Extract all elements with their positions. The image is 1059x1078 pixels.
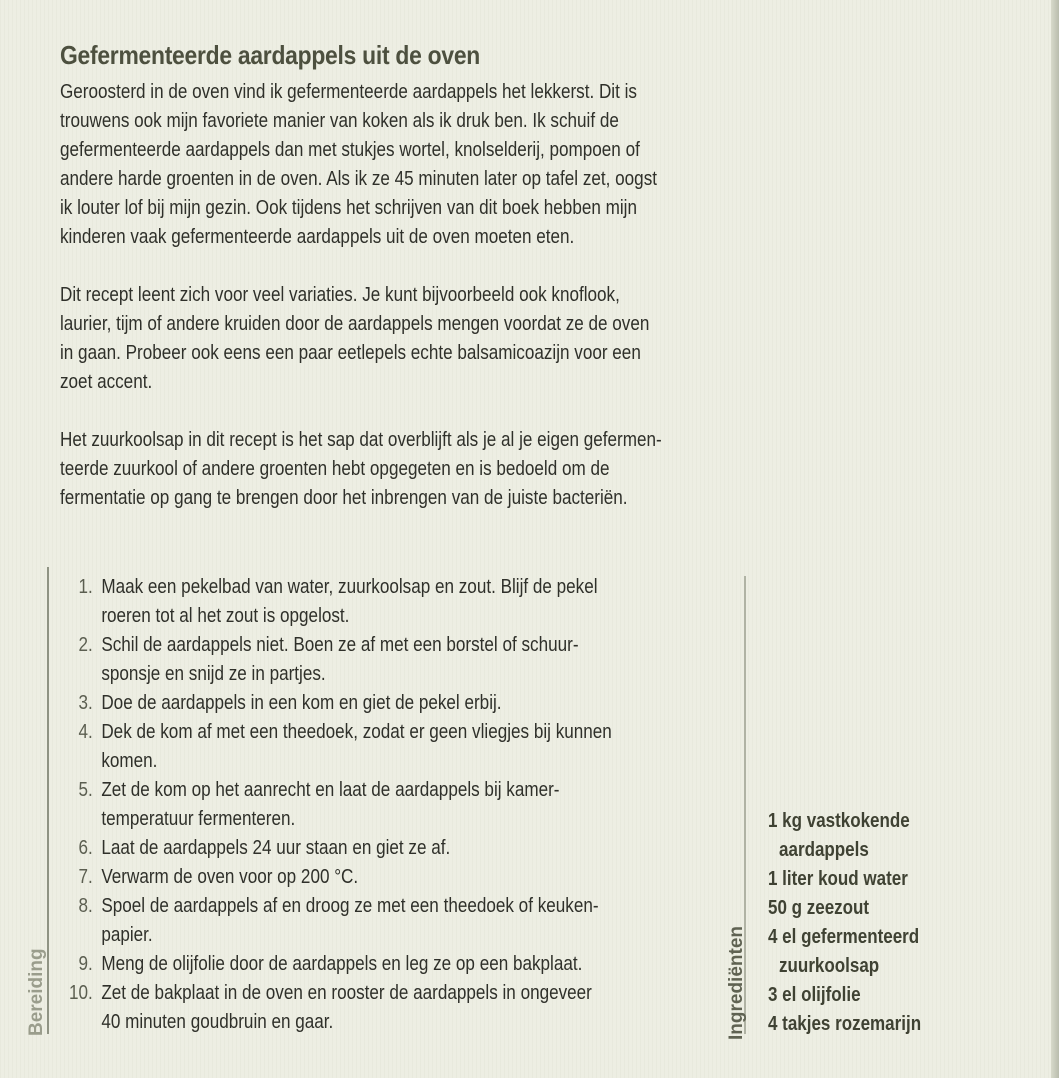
step-line: Zet de kom op het aanrecht en laat de aardappels bij kamer- [101,779,560,801]
intro-line: fermentatie op gang te brengen door het inbrengen van de juiste bacteriën. [60,487,628,509]
intro-line: gefermenteerde aardappels dan met stukjes wortel, knolselderij, pompoen of [60,139,640,161]
ingredient-item [768,981,921,1010]
intro-line: zoet accent. [60,371,153,393]
ingredient-item [768,865,921,894]
step-number: 7. [78,866,93,888]
step-number: 8. [78,895,93,917]
preparation-steps [62,573,643,1037]
ingredient-line: 3 el olijfolie [768,984,861,1006]
intro-line: in gaan. Probeer ook eens een paar eetlepels echte balsamicoazijn voor een [60,342,641,364]
ingredient-item [768,1010,921,1039]
step-line: 40 minuten goudbruin en gaar. [101,1011,334,1033]
step-line: Verwarm de oven voor op 200 °C. [101,866,359,888]
step-line: Maak een pekelbad van water, zuurkoolsap en zout. Blijf de pekel [101,576,598,598]
page-edge [1051,0,1059,1078]
step-item [62,631,643,689]
step-line: papier. [101,924,153,946]
step-number: 10. [69,982,93,1004]
ingredient-line: 1 kg vastkokende [768,810,910,832]
intro-line: Geroosterd in de oven vind ik gefermenteerde aardappels het lekkerst. Dit is [60,81,637,103]
step-item [62,573,643,631]
step-item [62,718,643,776]
step-number: 6. [78,837,93,859]
ingredient-list [768,807,921,1039]
step-number: 9. [78,953,93,975]
ingredient-item [768,923,921,981]
ingredienten-label: Ingrediënten [726,925,747,1040]
intro-line: ik louter lof bij mijn gezin. Ook tijdens het schrijven van dit boek hebben mijn [60,197,637,219]
intro-line: teerde zuurkool of andere groenten hebt opgegeten en is bedoeld om de [60,458,610,480]
step-item [62,834,643,863]
step-line: Zet de bakplaat in de oven en rooster de aardappels in ongeveer [101,982,592,1004]
intro-paragraph-1 [60,78,710,252]
step-number: 2. [78,634,93,656]
step-line: Doe de aardappels in een kom en giet de pekel erbij. [101,692,502,714]
step-number: 4. [78,721,93,743]
ingredient-item [768,894,921,923]
ingredient-line: 4 takjes rozemarijn [768,1013,922,1035]
step-line: Dek de kom af met een theedoek, zodat er geen vliegjes bij kunnen [101,721,612,743]
bereiding-label: Bereiding [26,948,47,1036]
step-item [62,689,643,718]
step-number: 1. [78,576,93,598]
ingredient-line: 4 el gefermenteerd [768,926,920,948]
step-line: Spoel de aardappels af en droog ze met een theedoek of keuken- [101,895,599,917]
intro-line: laurier, tijm of andere kruiden door de aardappels mengen voordat ze de oven [60,313,650,335]
intro-text [60,78,710,542]
ingredient-line: aardappels [779,839,869,861]
step-item [62,863,643,892]
step-line: sponsje en snijd ze in partjes. [101,663,326,685]
step-item [62,892,643,950]
ingredient-line: zuurkoolsap [779,955,880,977]
recipe-title: Gefermenteerde aardappels uit de oven [60,40,481,70]
intro-paragraph-2 [60,281,710,397]
step-line: Meng de olijfolie door de aardappels en leg ze op een bakplaat. [101,953,583,975]
intro-paragraph-3 [60,426,710,513]
step-item [62,979,643,1037]
intro-line: kinderen vaak gefermenteerde aardappels uit de oven moeten eten. [60,226,575,248]
step-number: 5. [78,779,93,801]
intro-line: Dit recept leent zich voor veel variaties. Je kunt bijvoorbeeld ook knoflook, [60,284,620,306]
step-item [62,950,643,979]
step-line: komen. [101,750,158,772]
intro-line: Het zuurkoolsap in dit recept is het sap dat overblijft als je al je eigen gefermen- [60,429,662,451]
ingredient-item [768,807,921,865]
intro-line: trouwens ook mijn favoriete manier van koken als ik druk ben. Ik schuif de [60,110,619,132]
ingredient-line: 50 g zeezout [768,897,870,919]
step-line: Laat de aardappels 24 uur staan en giet ze af. [101,837,451,859]
step-line: temperatuur fermenteren. [101,808,296,830]
intro-line: andere harde groenten in de oven. Als ik ze 45 minuten later op tafel zet, oogst [60,168,657,190]
step-line: roeren tot al het zout is opgelost. [101,605,350,627]
step-number: 3. [78,692,93,714]
step-item [62,776,643,834]
ingredient-line: 1 liter koud water [768,868,908,890]
step-line: Schil de aardappels niet. Boen ze af met een borstel of schuur- [101,634,579,656]
